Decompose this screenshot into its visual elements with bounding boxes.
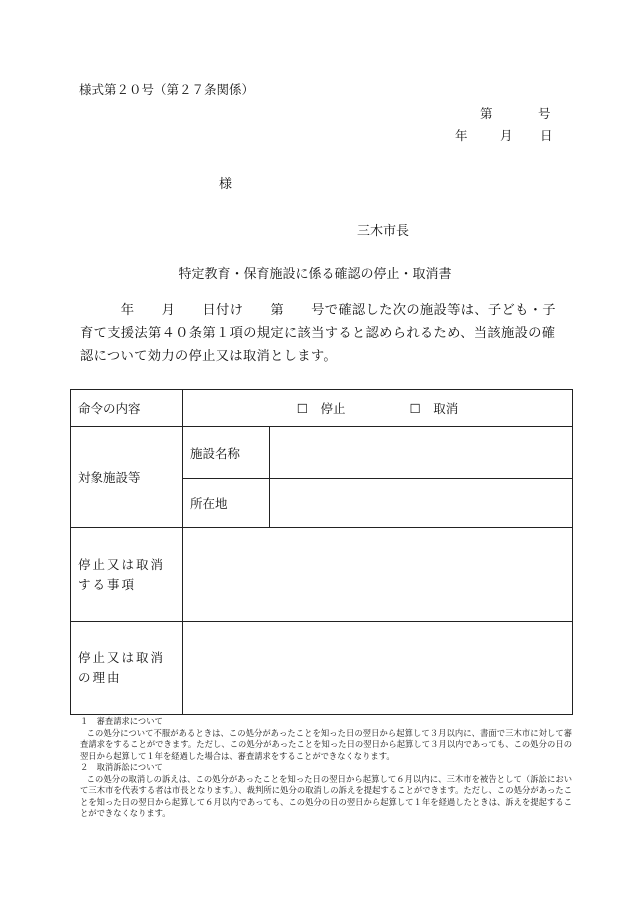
addressee: 様 [219,177,233,192]
note-text: この処分の取消しの訴えは、この処分があったことを知った日の翌日から起算して６月以内に、三木市を被告として（訴訟において三木市を代表する者は市長となります。）、裁判所に処分の取消しの訴えを提起することができます。ただし、この処分があったことを知った日の翌日から起算して６月以内であっても、この処分の日の翌日から起算して１年を経過したときは、訴えを提起することができなくなります。 [80,773,572,818]
date-year: 年 [455,128,468,143]
legal-notes [80,716,572,820]
stop-checkbox[interactable]: ☐ 停止 [296,401,346,416]
order-content-row [71,390,573,427]
order-content-options [183,390,573,427]
facility-name-label: 施設名称 [183,427,270,479]
note-text: この処分について不服があるときは、この処分があったことを知った日の翌日から起算して３月以内に、書面で三木市に対して審査請求をすることができます。ただし、この処分があったことを知った日の翌日から起算して３月以内であっても、この処分の日の翌日から起算して１年を経過した場合は、審査請求をすることができなくなります。 [80,727,572,761]
facility-name-field[interactable] [270,427,573,479]
issuer-name: 三木市長 [357,224,410,239]
body-line: 育て支援法第４０条第１項の規定に該当すると認められるため、当該施設の確 [80,326,556,341]
date-day: 日 [540,128,553,143]
body-paragraph [80,299,572,368]
address-field[interactable] [270,479,573,528]
target-facility-label: 対象施設等 [71,427,183,528]
matters-field[interactable] [183,528,573,622]
reason-field[interactable] [183,622,573,715]
body-line: 年 月 日付け 第 号で確認した次の施設等は、子ども・子 [80,303,556,318]
note-heading: ２ 取消訴訟について [80,762,163,772]
body-line: 認について効力の停止又は取消とします。 [80,349,338,364]
number-prefix: 第 [480,106,493,121]
date-month: 月 [500,128,513,143]
address-label: 所在地 [183,479,270,528]
matters-row [71,528,573,622]
document-title: 特定教育・保育施設に係る確認の停止・取消書 [178,267,452,282]
facility-name-row [71,427,573,479]
form-identifier: 様式第２０号（第２７条関係） [79,82,255,97]
order-details-table [70,389,573,715]
reason-row [71,622,573,715]
note-heading: １ 審査請求について [80,716,163,726]
reason-label: 停止又は取消の理由 [71,622,183,715]
cancel-checkbox[interactable]: ☐ 取消 [409,401,459,416]
order-content-label: 命令の内容 [71,390,183,427]
number-suffix: 号 [538,106,551,121]
matters-label: 停止又は取消する事項 [71,528,183,622]
